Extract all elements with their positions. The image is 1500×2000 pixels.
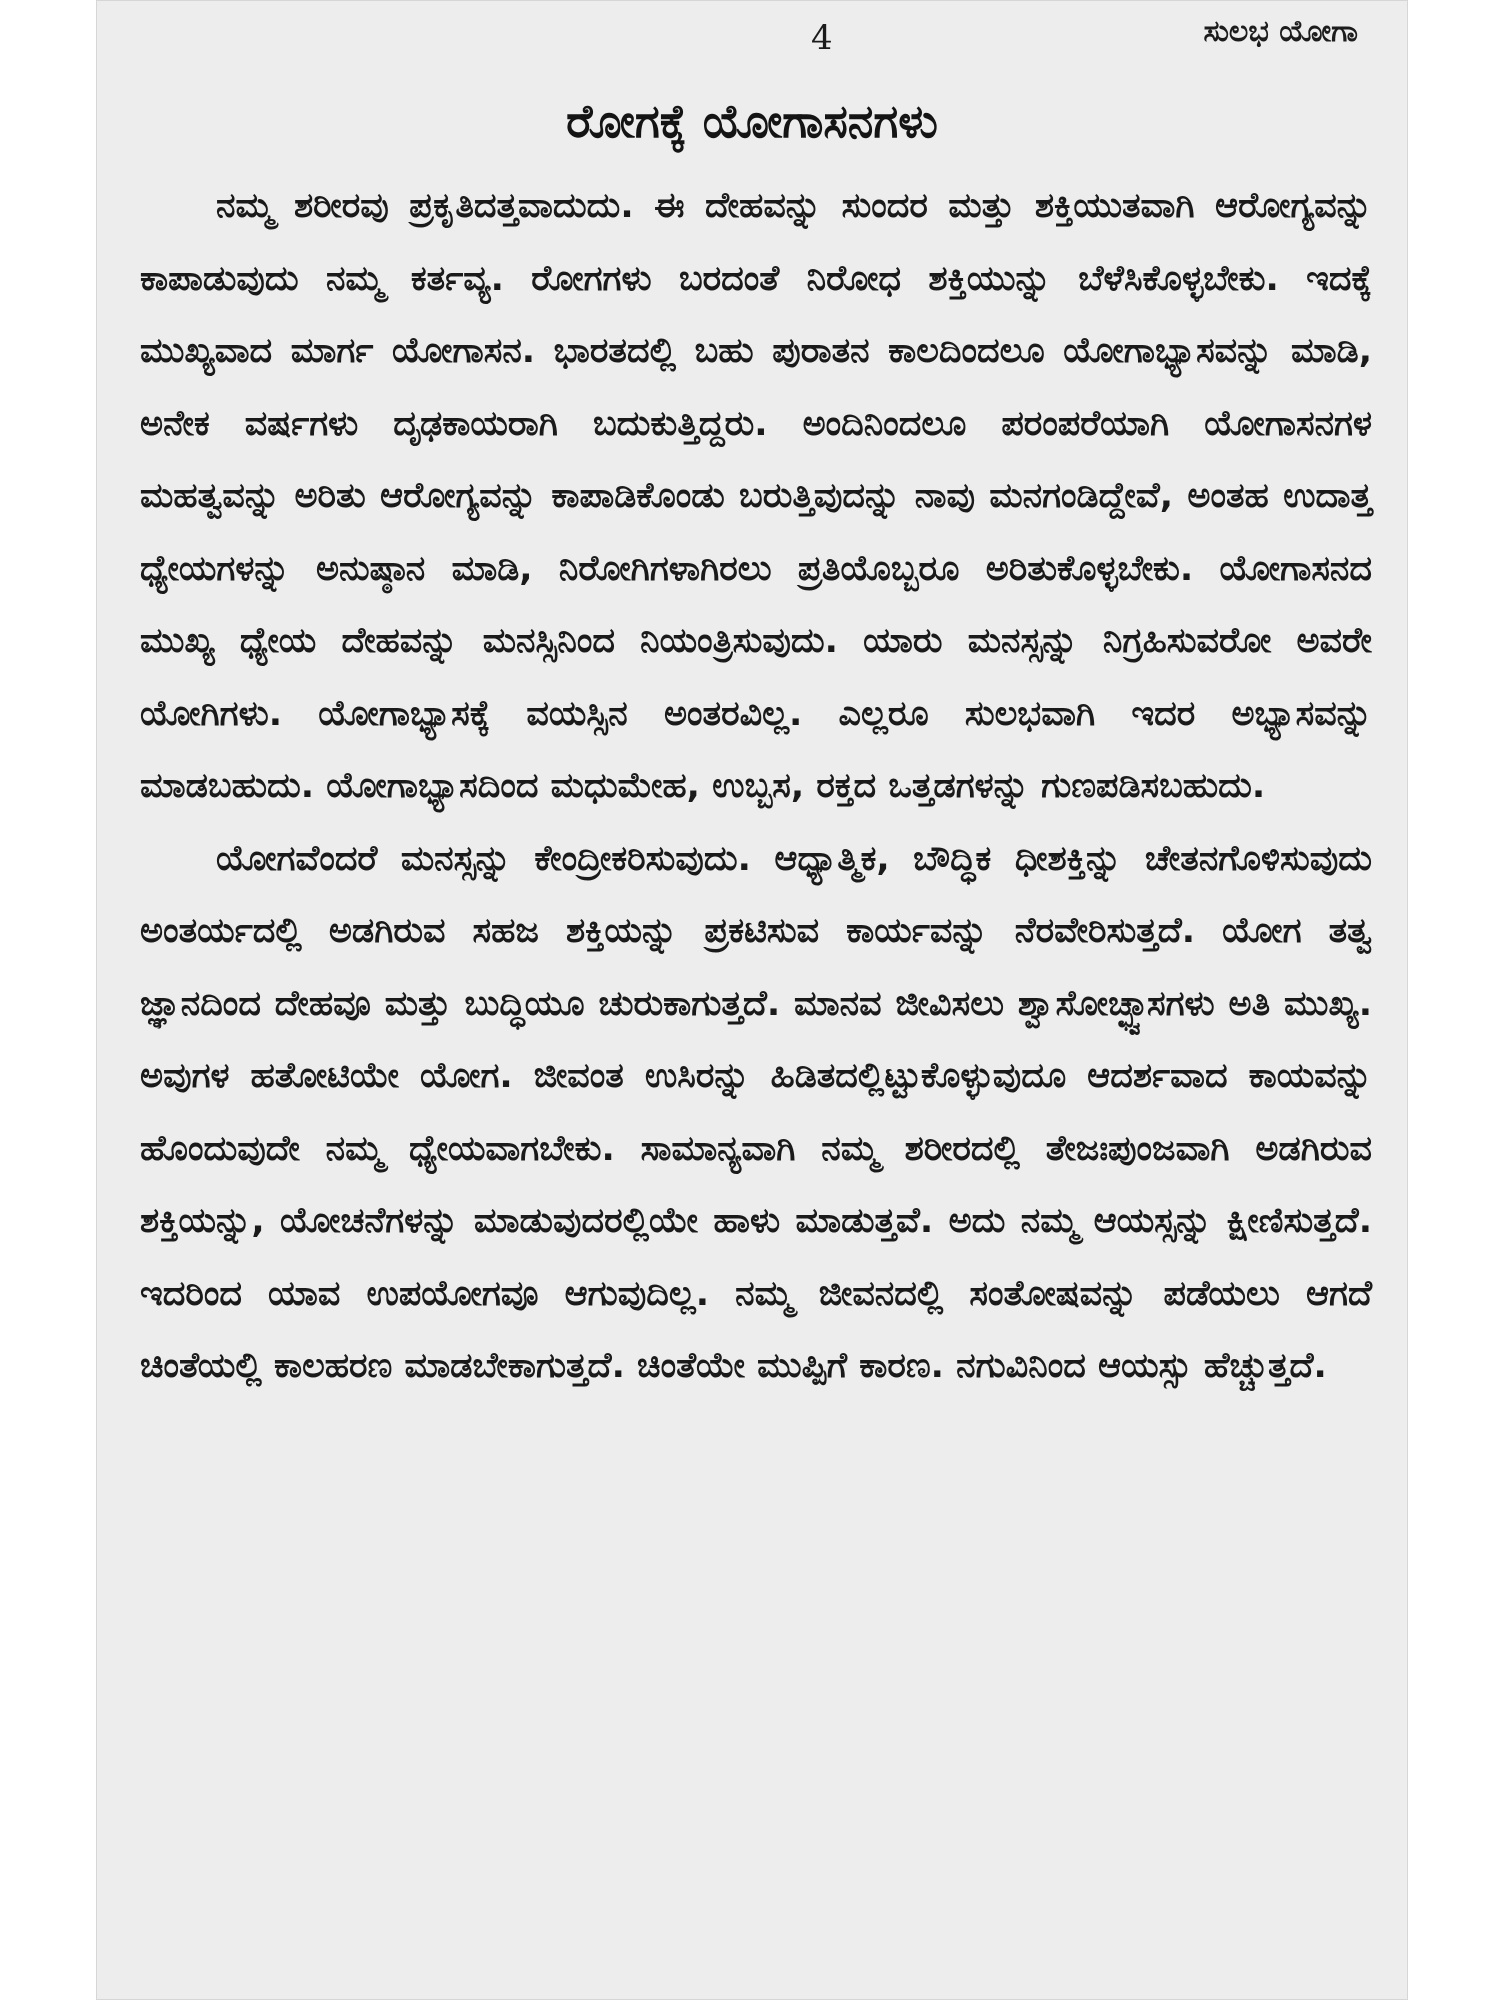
- paragraph-1: ನಮ್ಮ ಶರೀರವು ಪ್ರಕೃತಿದತ್ತವಾದುದು. ಈ ದೇಹವನ್ನು ಸುಂದರ ಮತ್ತು ಶಕ್ತಿಯುತವಾಗಿ ಆರೋಗ್ಯವನ್ನು ಕಾಪಾಡುವುದು ನಮ್ಮ ಕರ್ತವ್ಯ. ರೋಗಗಳು ಬರದಂತೆ ನಿರೋಧ ಶಕ್ತಿಯುನ್ನು ಬೆಳೆಸಿಕೊಳ್ಳಬೇಕು. ಇದಕ್ಕೆ ಮುಖ್ಯವಾದ ಮಾರ್ಗ ಯೋಗಾಸನ. ಭಾರತದಲ್ಲಿ ಬಹು ಪುರಾತನ ಕಾಲದಿಂದಲೂ ಯೋಗಾಭ್ಯಾಸವನ್ನು ಮಾಡಿ, ಅನೇಕ ವರ್ಷಗಳು ದೃಢಕಾಯರಾಗಿ ಬದುಕುತ್ತಿದ್ದರು. ಅಂದಿನಿಂದಲೂ ಪರಂಪರೆಯಾಗಿ ಯೋಗಾಸನಗಳ ಮಹತ್ವವನ್ನು ಅರಿತು ಆರೋಗ್ಯವನ್ನು ಕಾಪಾಡಿಕೊಂಡು ಬರುತ್ತಿವುದನ್ನು ನಾವು ಮನಗಂಡಿದ್ದೇವೆ, ಅಂತಹ ಉದಾತ್ತ ಧ್ಯೇಯಗಳನ್ನು ಅನುಷ್ಠಾನ ಮಾಡಿ, ನಿರೋಗಿಗಳಾಗಿರಲು ಪ್ರತಿಯೊಬ್ಬರೂ ಅರಿತುಕೊಳ್ಳಬೇಕು. ಯೋಗಾಸನದ ಮುಖ್ಯ ಧ್ಯೇಯ ದೇಹವನ್ನು ಮನಸ್ಸಿನಿಂದ ನಿಯಂತ್ರಿಸುವುದು. ಯಾರು ಮನಸ್ಸನ್ನು ನಿಗ್ರಹಿಸುವರೋ ಅವರೇ ಯೋಗಿಗಳು. ಯೋಗಾಭ್ಯಾಸಕ್ಕೆ ವಯಸ್ಸಿನ ಅಂತರವಿಲ್ಲ. ಎಲ್ಲರೂ ಸುಲಭವಾಗಿ ಇದರ ಅಭ್ಯಾಸವನ್ನು ಮಾಡಬಹುದು. ಯೋಗಾಭ್ಯಾಸದಿಂದ ಮಧುಮೇಹ, ಉಬ್ಬಸ, ರಕ್ತದ ಒತ್ತಡಗಳನ್ನು ಗುಣಪಡಿಸಬಹುದು.: [140, 186, 1372, 806]
- body-text: [140, 170, 1372, 1403]
- paragraph-2: ಯೋಗವೆಂದರೆ ಮನಸ್ಸನ್ನು ಕೇಂದ್ರೀಕರಿಸುವುದು. ಆಧ್ಯಾತ್ಮಿಕ, ಬೌದ್ಧಿಕ ಧೀಶಕ್ತಿನ್ನು ಚೇತನಗೊಳಿಸುವುದು ಅಂತರ್ಯದಲ್ಲಿ ಅಡಗಿರುವ ಸಹಜ ಶಕ್ತಿಯನ್ನು ಪ್ರಕಟಿಸುವ ಕಾರ್ಯವನ್ನು ನೆರವೇರಿಸುತ್ತದೆ. ಯೋಗ ತತ್ವ ಜ್ಞಾನದಿಂದ ದೇಹವೂ ಮತ್ತು ಬುದ್ಧಿಯೂ ಚುರುಕಾಗುತ್ತದೆ. ಮಾನವ ಜೀವಿಸಲು ಶ್ವಾಸೋಚ್ಛ್ವಾಸಗಳು ಅತಿ ಮುಖ್ಯ. ಅವುಗಳ ಹತೋಟಿಯೇ ಯೋಗ. ಜೀವಂತ ಉಸಿರನ್ನು ಹಿಡಿತದಲ್ಲಿಟ್ಟುಕೊಳ್ಳುವುದೂ ಆದರ್ಶವಾದ ಕಾಯವನ್ನು ಹೊಂದುವುದೇ ನಮ್ಮ ಧ್ಯೇಯವಾಗಬೇಕು. ಸಾಮಾನ್ಯವಾಗಿ ನಮ್ಮ ಶರೀರದಲ್ಲಿ ತೇಜಃಪುಂಜವಾಗಿ ಅಡಗಿರುವ ಶಕ್ತಿಯನ್ನು, ಯೋಚನೆಗಳನ್ನು ಮಾಡುವುದರಲ್ಲಿಯೇ ಹಾಳು ಮಾಡುತ್ತವೆ. ಅದು ನಮ್ಮ ಆಯಸ್ಸನ್ನು ಕ್ಷೀಣಿಸುತ್ತದೆ. ಇದರಿಂದ ಯಾವ ಉಪಯೋಗವೂ ಆಗುವುದಿಲ್ಲ. ನಮ್ಮ ಜೀವನದಲ್ಲಿ ಸಂತೋಷವನ್ನು ಪಡೆಯಲು ಆಗದೆ ಚಿಂತೆಯಲ್ಲಿ ಕಾಲಹರಣ ಮಾಡಬೇಕಾಗುತ್ತದೆ. ಚಿಂತೆಯೇ ಮುಪ್ಪಿಗೆ ಕಾರಣ. ನಗುವಿನಿಂದ ಆಯಸ್ಸು ಹೆಚ್ಚುತ್ತದೆ.: [140, 838, 1372, 1386]
- scan-right-margin: [1408, 0, 1500, 2000]
- running-header-title: ಸುಲಭ ಯೋಗಾ: [1203, 14, 1358, 49]
- page-number: 4: [811, 18, 833, 58]
- book-page: [96, 0, 1408, 2000]
- chapter-title: ರೋಗಕ್ಕೆ ಯೋಗಾಸನಗಳು: [566, 94, 938, 148]
- scan-left-margin: [0, 0, 96, 2000]
